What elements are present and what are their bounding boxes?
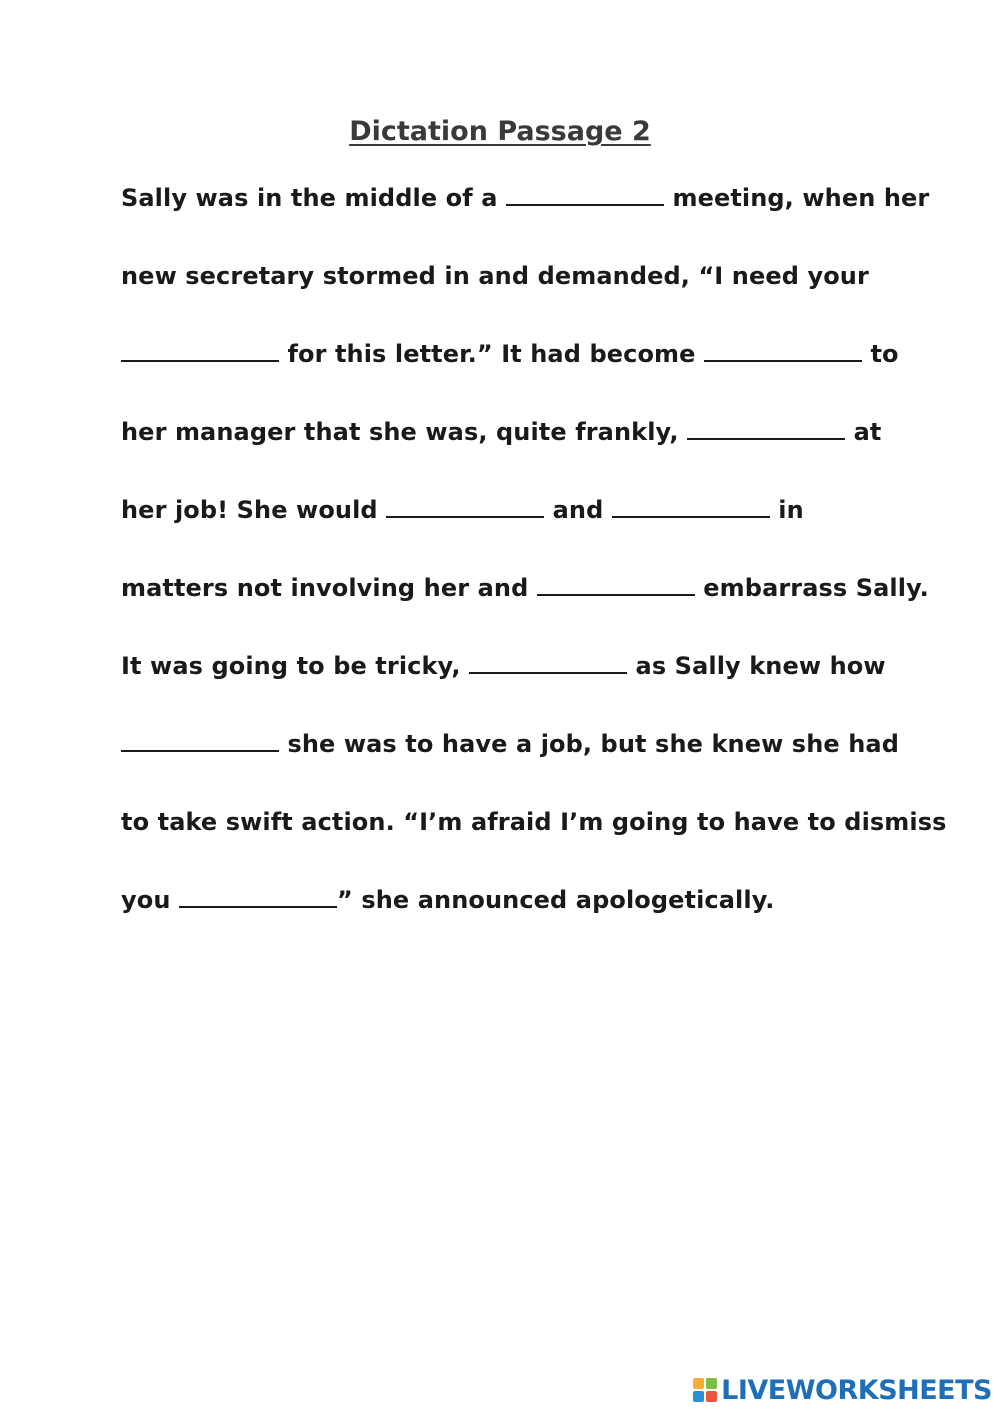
line-text: her manager that she was, quite frankly, bbox=[121, 418, 688, 446]
passage-line-6 bbox=[121, 574, 929, 602]
page-title-text: Dictation Passage 2 bbox=[349, 116, 651, 147]
logo-mark-icon bbox=[693, 1378, 717, 1402]
line-text: and bbox=[544, 496, 612, 524]
line-text: at bbox=[845, 418, 882, 446]
line-text: to bbox=[861, 340, 899, 368]
passage-line-8 bbox=[121, 730, 899, 758]
blank-input-5[interactable] bbox=[386, 496, 544, 518]
blank-input-9[interactable] bbox=[121, 730, 279, 752]
passage-line-7 bbox=[121, 652, 886, 680]
passage-line-2 bbox=[121, 262, 869, 290]
line-text: to take swift action. “I’m afraid I’m going to have to dismiss bbox=[121, 808, 947, 836]
line-text: her job! She would bbox=[121, 496, 387, 524]
line-text: for this letter.” It had become bbox=[279, 340, 704, 368]
blank-input-8[interactable] bbox=[469, 652, 627, 674]
passage-line-5 bbox=[121, 496, 804, 524]
passage-line-1 bbox=[121, 184, 929, 212]
passage-line-10 bbox=[121, 886, 774, 914]
blank-input-4[interactable] bbox=[687, 418, 845, 440]
passage-line-3 bbox=[121, 340, 899, 368]
blank-input-6[interactable] bbox=[612, 496, 770, 518]
liveworksheets-logo[interactable] bbox=[693, 1373, 992, 1407]
logo-text: LIVEWORKSHEETS bbox=[721, 1374, 992, 1406]
line-text: embarrass Sally. bbox=[694, 574, 929, 602]
line-text: ” she announced apologetically. bbox=[336, 886, 775, 914]
blank-input-2[interactable] bbox=[121, 340, 279, 362]
line-text: new secretary stormed in and demanded, “I need your bbox=[121, 262, 869, 290]
passage-line-4 bbox=[121, 418, 881, 446]
line-text: in bbox=[769, 496, 804, 524]
passage-line-9 bbox=[121, 808, 946, 836]
line-text: she was to have a job, but she knew she had bbox=[279, 730, 899, 758]
line-text: meeting, when her bbox=[664, 184, 930, 212]
line-text: you bbox=[121, 886, 179, 914]
line-text: Sally was in the middle of a bbox=[121, 184, 506, 212]
blank-input-10[interactable] bbox=[179, 886, 337, 908]
page-title bbox=[0, 116, 1000, 147]
line-text: It was going to be tricky, bbox=[121, 652, 470, 680]
blank-input-3[interactable] bbox=[704, 340, 862, 362]
blank-input-1[interactable] bbox=[506, 184, 664, 206]
blank-input-7[interactable] bbox=[537, 574, 695, 596]
line-text: matters not involving her and bbox=[121, 574, 537, 602]
line-text: as Sally knew how bbox=[627, 652, 886, 680]
